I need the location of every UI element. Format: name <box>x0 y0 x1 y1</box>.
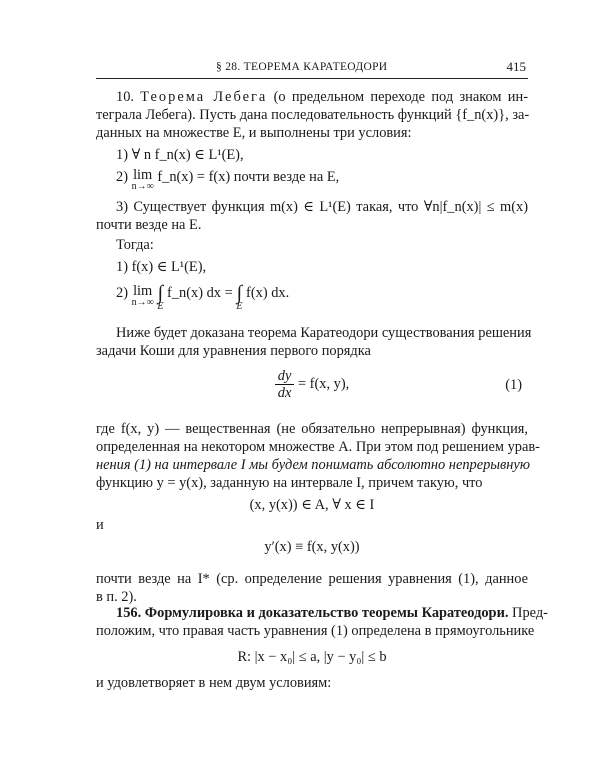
equation-1-number: (1) <box>505 377 522 393</box>
c2-lim-sub: n→∞ <box>131 181 154 192</box>
condition-2 <box>116 168 528 192</box>
r2-lim-word: lim <box>133 283 153 299</box>
lebesgue-theorem-title: Теорема Лебега <box>140 89 268 105</box>
integral-sign: ∫ <box>157 282 164 304</box>
equation-3: y′(x) ≡ f(x, y(x)) <box>264 539 360 555</box>
dy-dx-fraction <box>275 368 295 401</box>
p1-line2: теграла Лебега). Пусть дана последовательность функций {f_n(x)}, за- <box>96 107 530 123</box>
integral-domain: E <box>236 301 243 312</box>
final-line: и удовлетворяет в нем двум условиям: <box>96 675 332 691</box>
result-2 <box>116 284 528 312</box>
page-number: 415 <box>506 59 526 74</box>
p4-line1: почти везде на I* (ср. определение решения уравнения (1), данное <box>96 571 528 587</box>
eq1-rhs: = f(x, y), <box>294 375 350 392</box>
p3-line4: функцию y = y(x), заданную на интервале I, причем такую, что <box>96 475 483 491</box>
equation-4: R: |x − x₀| ≤ a, |y − y₀| ≤ b <box>237 649 387 665</box>
header-title: § 28. ТЕОРЕМА КАРАТЕОДОРИ <box>216 61 388 73</box>
r2-limit <box>132 284 154 308</box>
p1-rest: (о предельном переходе под знаком ин- <box>267 89 528 105</box>
p4-line2: в п. 2). <box>96 589 137 605</box>
result-1: 1) f(x) ∈ L¹(E), <box>116 259 207 275</box>
condition-1: 1) ∀ n f_n(x) ∈ L¹(E), <box>116 147 244 163</box>
integral-domain: E <box>157 301 164 312</box>
condition-3-line2: почти везде на E. <box>96 217 202 233</box>
then-label: Тогда: <box>116 237 154 253</box>
running-header <box>96 56 528 79</box>
c2-lim-word: lim <box>133 167 153 183</box>
p1-number: 10. <box>116 89 141 105</box>
condition-3-line1: 3) Существует функция m(x) ∈ L¹(E) такая, что ∀n|f_n(x)| ≤ m(x) <box>116 199 528 215</box>
p1-line3: данных на множестве E, и выполнены три условия: <box>96 125 412 141</box>
r2-lim-sub: n→∞ <box>131 297 154 308</box>
c2-limit <box>132 168 154 192</box>
p1-line1 <box>116 88 528 106</box>
r2-end: f(x) dx. <box>242 285 290 301</box>
equation-2: (x, y(x)) ∈ A, ∀ x ∈ I <box>249 497 375 513</box>
p2-line1: Ниже будет доказана теорема Каратеодори существования решения <box>116 325 532 341</box>
r2-mid: f_n(x) dx = <box>163 285 237 301</box>
r2-label: 2) <box>116 285 132 301</box>
fraction-denominator: dx <box>277 385 292 401</box>
integral-sign: ∫ <box>236 282 243 304</box>
conjunction-and: и <box>96 517 104 533</box>
page <box>96 0 548 758</box>
section-156-rest: Пред- <box>508 605 548 621</box>
fraction-numerator: dy <box>275 368 295 385</box>
p3-line2: определенная на некотором множестве A. При этом под решением урав- <box>96 439 540 455</box>
equation-1 <box>96 368 528 406</box>
p3-line3: нения (1) на интервале I мы будем понимать абсолютно непрерывную <box>96 457 530 473</box>
p2-line2: задачи Коши для уравнения первого порядка <box>96 343 371 359</box>
p3-line1: где f(x, y) — вещественная (не обязательно непрерывная) функция, <box>96 421 528 437</box>
c2-label: 2) <box>116 169 132 185</box>
section-156-title: 156. Формулировка и доказательство теоремы Каратеодори. <box>116 605 509 621</box>
c2-rest: f_n(x) = f(x) почти везде на E, <box>153 169 340 185</box>
section-156-line1 <box>116 604 548 622</box>
section-156-line2: положим, что правая часть уравнения (1) определена в прямоугольнике <box>96 623 535 639</box>
